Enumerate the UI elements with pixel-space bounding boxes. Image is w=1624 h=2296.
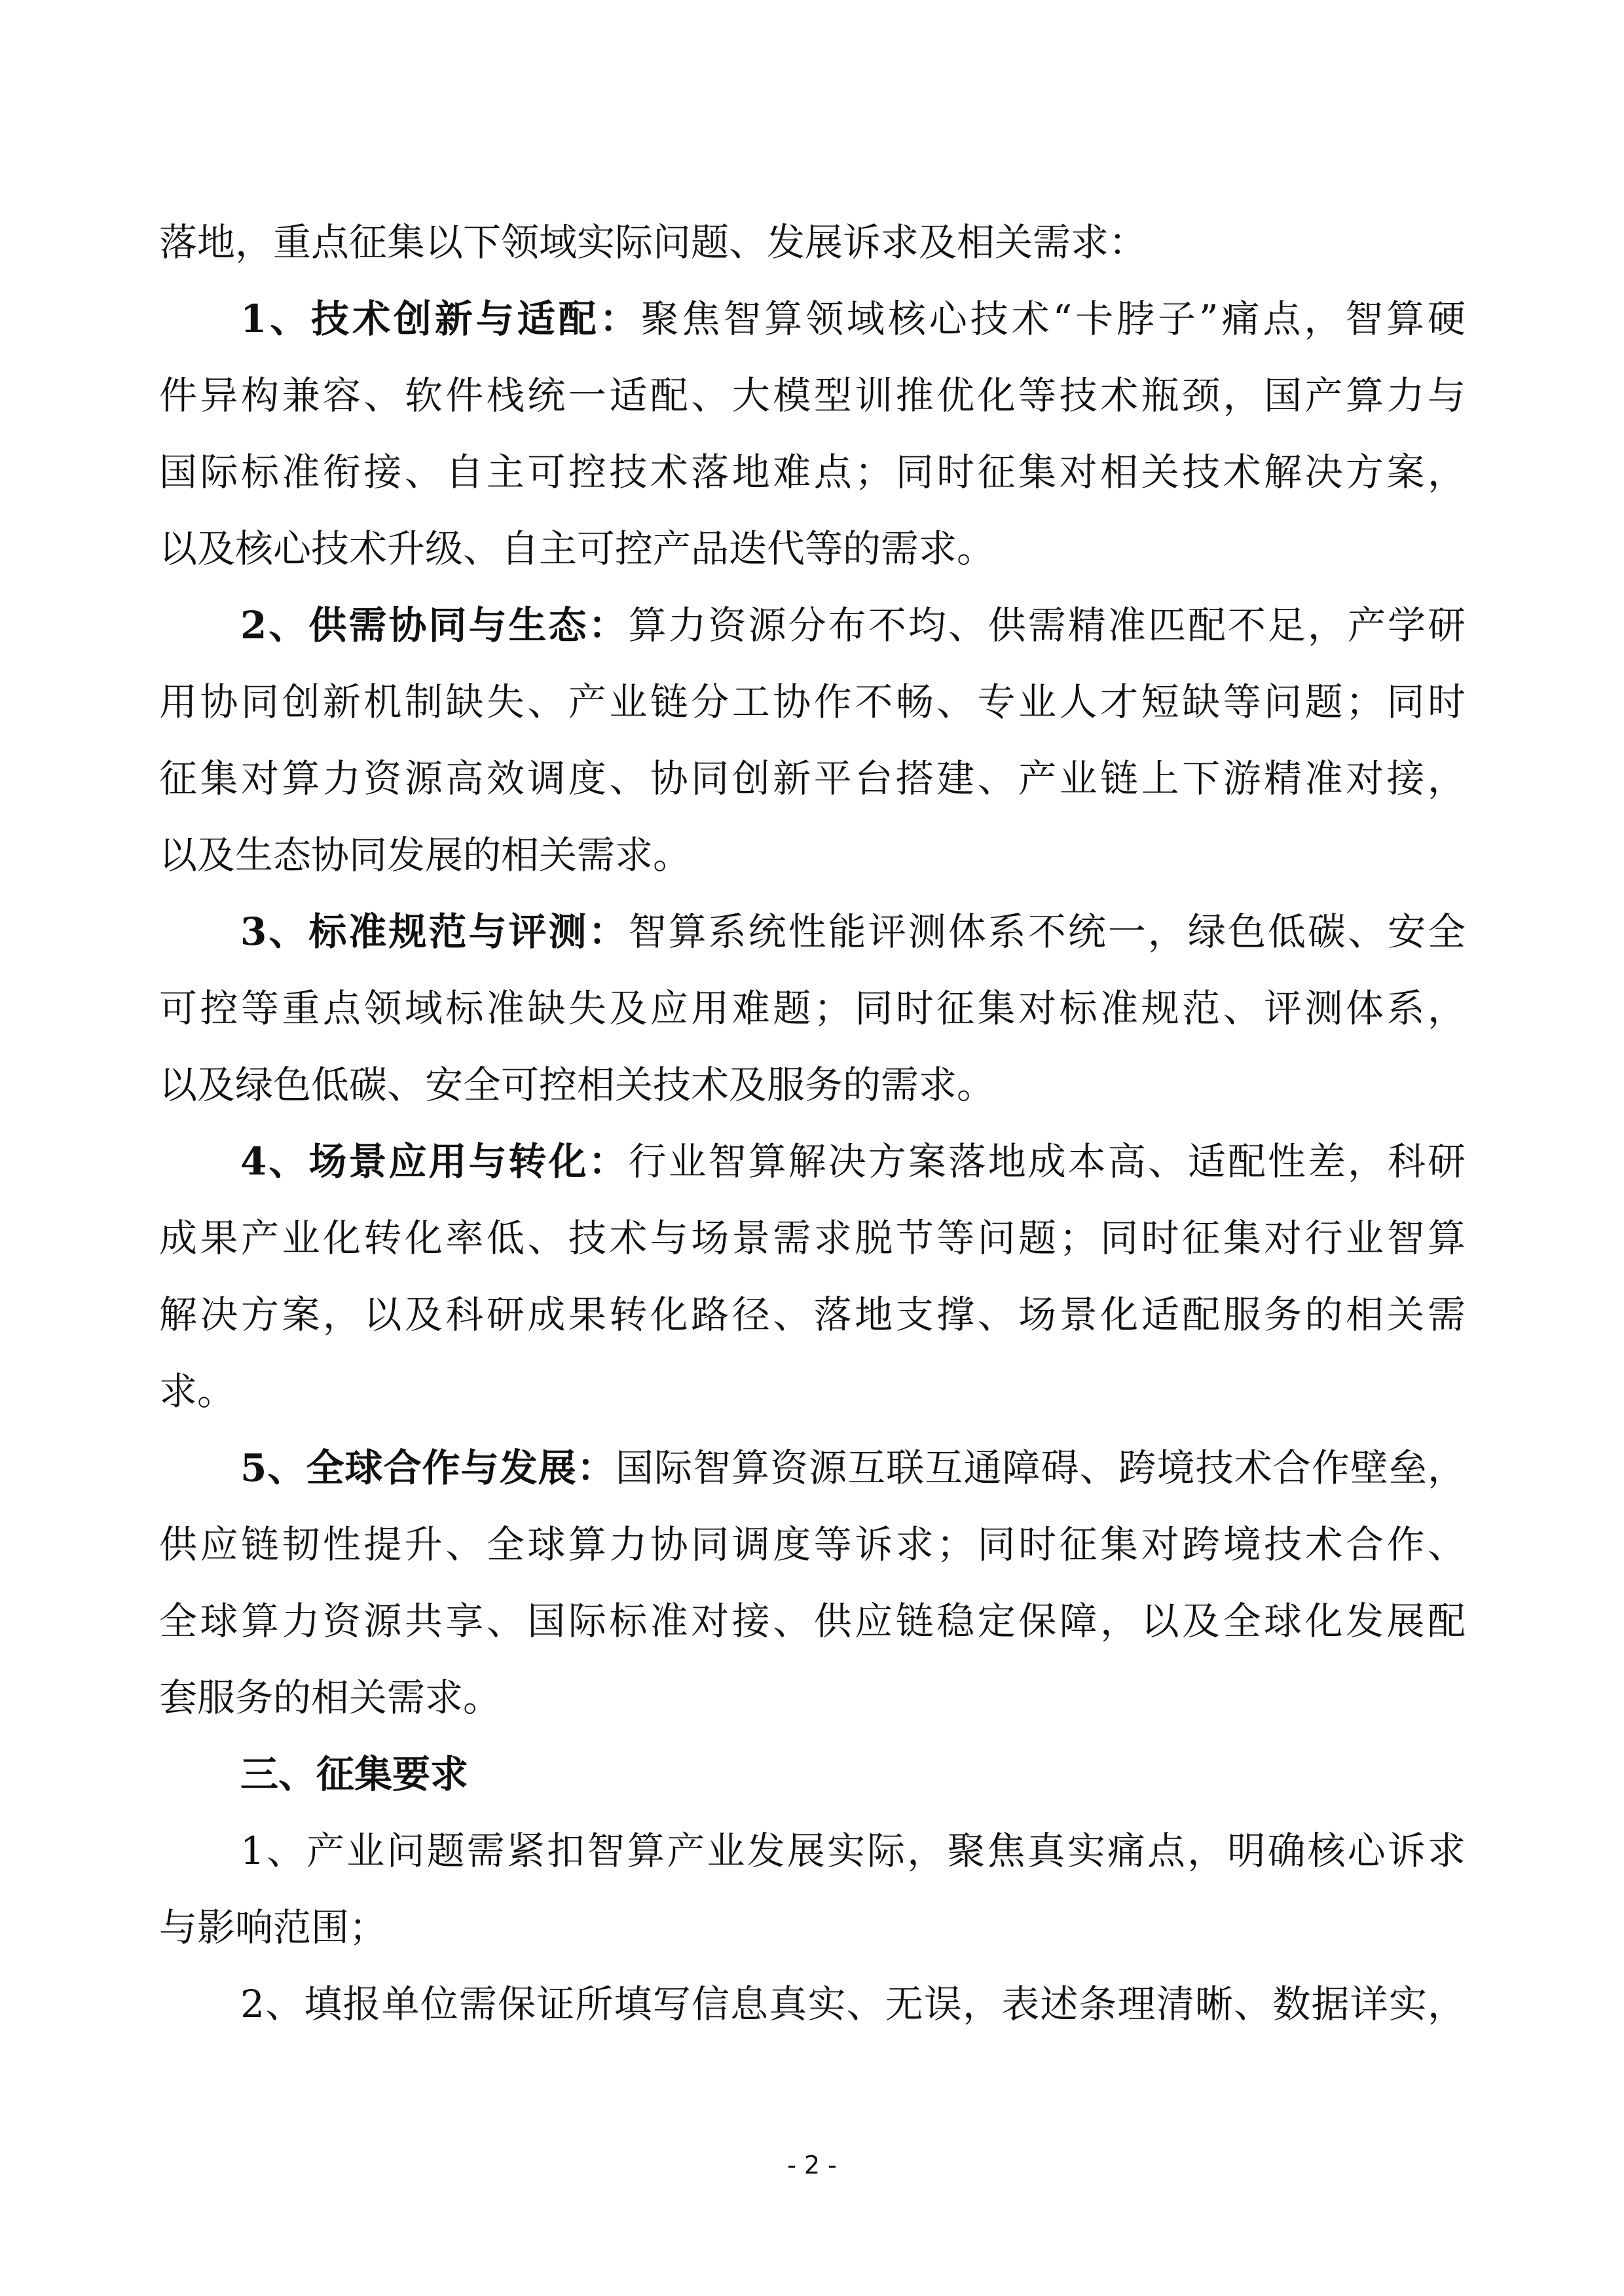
item-3-heading: 3、标准规范与评测： bbox=[240, 909, 629, 954]
text-line-7: 用协同创新机制缺失、产业链分工协作不畅、专业人才短缺等问题；同时 bbox=[159, 680, 1466, 724]
text-line-11: 可控等重点领域标准缺失及应用难题；同时征集对标准规范、评测体系， bbox=[159, 986, 1466, 1030]
requirement-2-line: 2、填报单位需保证所填写信息真实、无误，表述条理清晰、数据详实， bbox=[240, 1982, 1466, 2026]
requirement-1-line: 1、产业问题需紧扣智算产业发展实际，聚焦真实痛点，明确核心诉求 bbox=[240, 1829, 1466, 1873]
text-line-15: 解决方案，以及科研成果转化路径、落地支撑、场景化适配服务的相关需 bbox=[159, 1292, 1466, 1337]
text-line-14: 成果产业化转化率低、技术与场景需求脱节等问题；同时征集对行业智算 bbox=[159, 1216, 1466, 1260]
item-1-heading: 1、技术创新与适配： bbox=[240, 297, 641, 341]
item-4-heading: 4、场景应用与转化： bbox=[240, 1139, 629, 1184]
item-1-title-line: 1、技术创新与适配：聚焦智算领域核心技术“卡脖子”痛点，智算硬 bbox=[240, 297, 1466, 341]
page-number: - 2 - bbox=[787, 2151, 837, 2179]
text-line-5: 以及核心技术升级、自主可控产品迭代等的需求。 bbox=[159, 526, 995, 571]
text-line-9: 以及生态协同发展的相关需求。 bbox=[159, 833, 692, 877]
text-line-23: 与影响范围； bbox=[159, 1905, 388, 1950]
section-3-title: 三、征集要求 bbox=[240, 1752, 469, 1796]
text-line-12: 以及绿色低碳、安全可控相关技术及服务的需求。 bbox=[159, 1063, 995, 1107]
text-line-18: 供应链韧性提升、全球算力协同调度等诉求；同时征集对跨境技术合作、 bbox=[159, 1522, 1466, 1567]
text-line-8: 征集对算力资源高效调度、协同创新平台搭建、产业链上下游精准对接， bbox=[159, 756, 1466, 801]
text-line-20: 套服务的相关需求。 bbox=[159, 1675, 502, 1720]
text-line-16: 求。 bbox=[159, 1369, 236, 1413]
item-5-heading: 5、全球合作与发展： bbox=[240, 1446, 616, 1490]
item-3-title-line: 3、标准规范与评测：智算系统性能评测体系不统一，绿色低碳、安全 bbox=[240, 909, 1466, 954]
text-line-1: 落地，重点征集以下领域实际问题、发展诉求及相关需求： bbox=[159, 220, 1147, 264]
item-4-title-line: 4、场景应用与转化：行业智算解决方案落地成本高、适配性差，科研 bbox=[240, 1139, 1466, 1184]
item-2-heading: 2、供需协同与生态： bbox=[240, 603, 629, 647]
section-heading bbox=[159, 1736, 1466, 1813]
text-line-4: 国际标准衔接、自主可控技术落地难点；同时征集对相关技术解决方案， bbox=[159, 450, 1466, 494]
item-5-title-line: 5、全球合作与发展：国际智算资源互联互通障碍、跨境技术合作壁垒， bbox=[240, 1446, 1466, 1490]
text-line-3: 件异构兼容、软件栈统一适配、大模型训推优化等技术瓶颈，国产算力与 bbox=[159, 373, 1466, 418]
item-2-title-line: 2、供需协同与生态：算力资源分布不均、供需精准匹配不足，产学研 bbox=[240, 603, 1466, 647]
text-line-19: 全球算力资源共享、国际标准对接、供应链稳定保障，以及全球化发展配 bbox=[159, 1599, 1466, 1643]
